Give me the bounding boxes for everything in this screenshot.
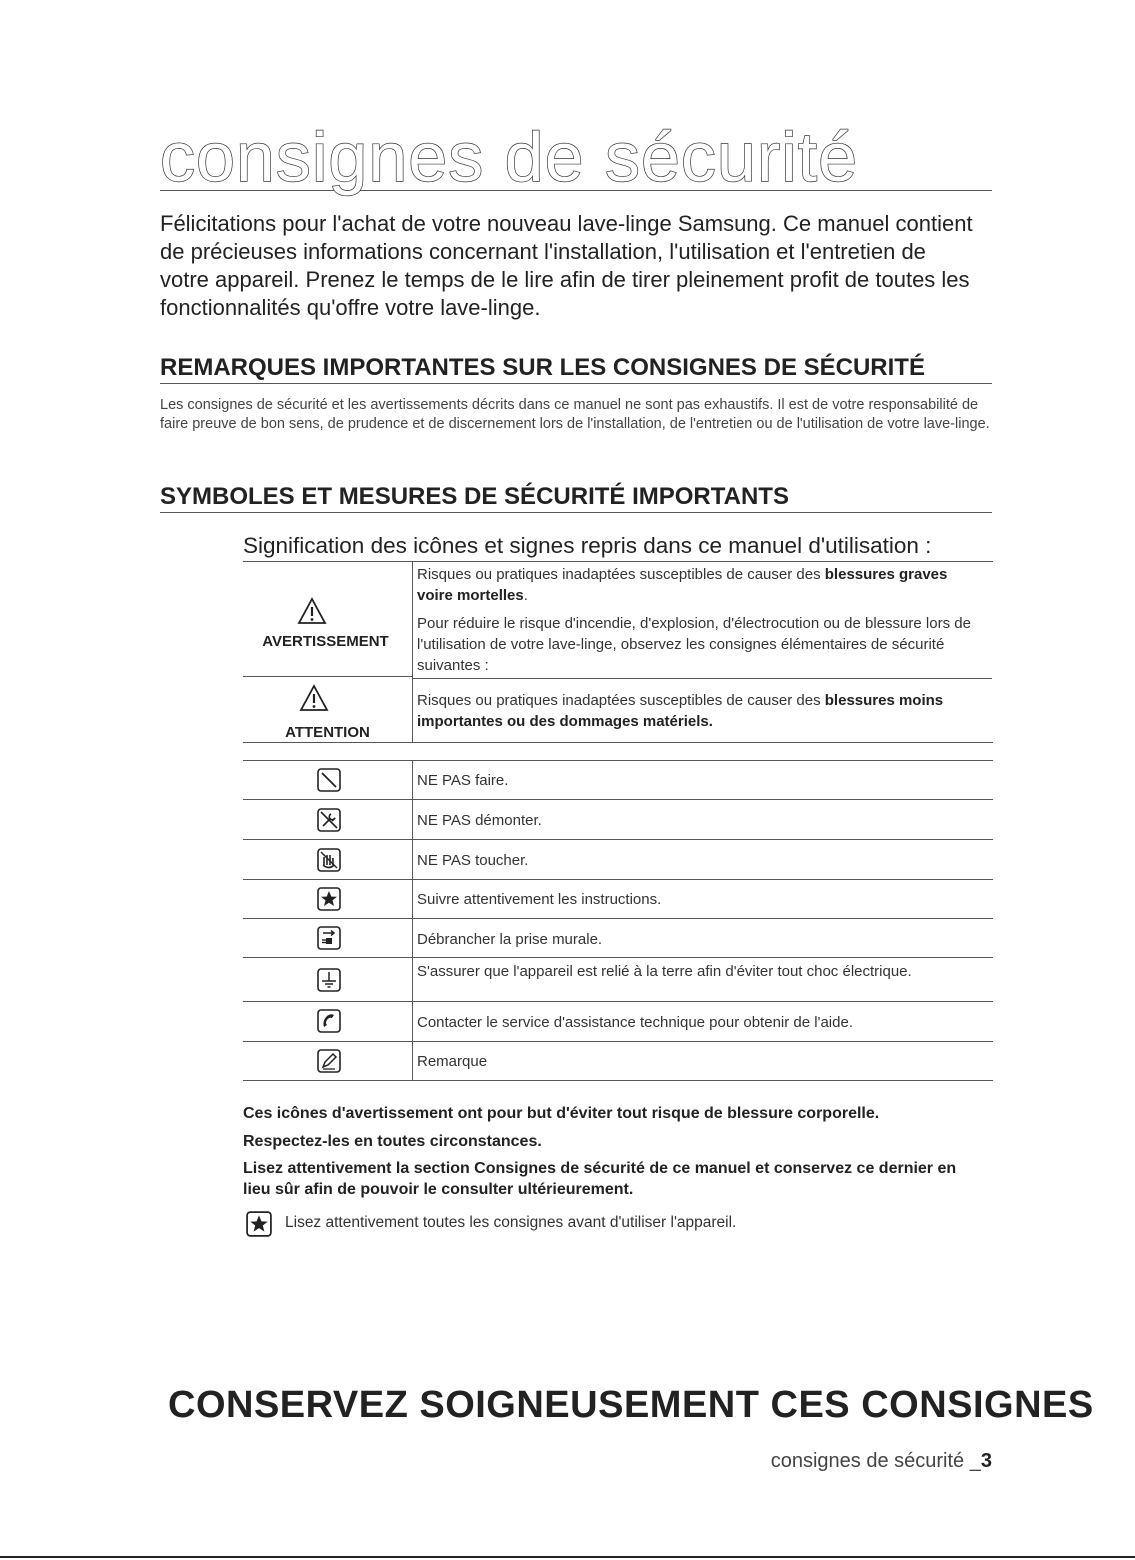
symbol-row-separator bbox=[243, 879, 993, 880]
warning-table-bottom bbox=[243, 742, 993, 743]
unplug-icon bbox=[317, 926, 341, 950]
remarques-heading: REMARQUES IMPORTANTES SUR LES CONSIGNES DE SÉCURITÉ bbox=[160, 354, 992, 384]
warning-row-separator bbox=[412, 678, 992, 679]
symbol-row-separator bbox=[243, 1041, 993, 1042]
attention-label: ATTENTION bbox=[285, 724, 370, 741]
remarques-text: Les consignes de sécurité et les avertissements décrits dans ce manuel ne sont pas exhaustifs. Il est de votre responsabilité de faire preuve de bon sens, de prudence et de discernement lors de l'installation, de l'entretien ou de l'utilisation de votre lave-linge. bbox=[160, 397, 990, 432]
avertissement-instructions: Pour réduire le risque d'incendie, d'explosion, d'électrocution ou de blessure lors de l'utilisation de votre lave-linge, observez les consignes élémentaires de sécurité suivantes : bbox=[417, 615, 971, 674]
caution-triangle-icon bbox=[299, 684, 329, 712]
symboles-heading: SYMBOLES ET MESURES DE SÉCURITÉ IMPORTANTS bbox=[160, 483, 992, 513]
attention-text-bold: blessures moins importantes ou des dommages matériels. bbox=[417, 692, 944, 730]
symbol-text-ground: S'assurer que l'appareil est relié à la terre afin d'éviter tout choc électrique. bbox=[417, 963, 912, 980]
avertissement-text-normal: Risques ou pratiques inadaptées susceptibles de causer des bbox=[417, 566, 825, 583]
intro-paragraph: Félicitations pour l'achat de votre nouveau lave-linge Samsung. Ce manuel contient de précieuses informations concernant l'installation, l'utilisation et l'entretien de votre appareil. Prenez le temps de le lire afin de tirer pleinement profit de toutes les fonctionnalités qu'offre votre lave-linge. bbox=[160, 211, 973, 320]
symbol-text-no-disassemble: NE PAS démonter. bbox=[417, 812, 542, 829]
attention-text-normal: Risques ou pratiques inadaptées susceptibles de causer des bbox=[417, 692, 825, 709]
symbols-table-top bbox=[243, 760, 993, 761]
no-touch-icon bbox=[317, 848, 341, 872]
warning-triangle-icon bbox=[297, 597, 327, 625]
bottom-border bbox=[0, 1556, 1135, 1558]
follow-instructions-icon bbox=[317, 887, 341, 911]
notice-read-section: Lisez attentivement la section Consignes de sécurité de ce manuel et conservez ce dernier en lieu sûr afin de pouvoir le consulter ultérieurement. bbox=[243, 1160, 957, 1198]
footer-section-label: consignes de sécurité _ bbox=[770, 1450, 981, 1472]
symbol-row-separator bbox=[243, 957, 993, 958]
page-title: consignes de sécurité bbox=[160, 122, 992, 191]
symbol-text-contact-service: Contacter le service d'assistance technique pour obtenir de l'aide. bbox=[417, 1014, 853, 1031]
symbol-text-note: Remarque bbox=[417, 1053, 488, 1070]
warning-row-separator-left bbox=[243, 676, 412, 677]
symboles-subheading: Signification des icônes et signes repris dans ce manuel d'utilisation : bbox=[243, 532, 993, 562]
avertissement-description bbox=[417, 564, 987, 606]
no-disassemble-icon bbox=[317, 808, 341, 832]
avertissement-label: AVERTISSEMENT bbox=[262, 633, 389, 650]
symbol-text-prohibited: NE PAS faire. bbox=[417, 772, 509, 789]
symbol-text-follow-instructions: Suivre attentivement les instructions. bbox=[417, 891, 662, 908]
page-footer bbox=[771, 1450, 992, 1473]
avertissement-text-bold: blessures graves voire mortelles bbox=[417, 566, 948, 604]
note-icon bbox=[317, 1049, 341, 1073]
tip-text: Lisez attentivement toutes les consignes avant d'utiliser l'appareil. bbox=[285, 1214, 737, 1231]
contact-service-icon bbox=[317, 1009, 341, 1033]
symbol-text-no-touch: NE PAS toucher. bbox=[417, 852, 529, 869]
symbols-table-bottom bbox=[243, 1080, 993, 1081]
avertissement-text-end: . bbox=[523, 587, 528, 604]
follow-instructions-icon bbox=[246, 1211, 272, 1237]
symbol-row-separator bbox=[243, 918, 993, 919]
symbol-text-unplug: Débrancher la prise murale. bbox=[417, 931, 603, 948]
attention-description bbox=[417, 690, 987, 732]
symbol-row-separator bbox=[243, 839, 993, 840]
symbols-table-divider bbox=[412, 760, 413, 1080]
symbol-row-separator bbox=[243, 1001, 993, 1002]
symbol-row-separator bbox=[243, 799, 993, 800]
notice-respect: Respectez-les en toutes circonstances. bbox=[243, 1133, 542, 1150]
keep-instructions-banner: CONSERVEZ SOIGNEUSEMENT CES CONSIGNES bbox=[168, 1384, 1094, 1426]
ground-icon bbox=[317, 968, 341, 992]
page-number: 3 bbox=[980, 1450, 992, 1472]
prohibited-icon bbox=[317, 768, 341, 792]
notice-purpose: Ces icônes d'avertissement ont pour but d'éviter tout risque de blessure corporelle. bbox=[243, 1105, 880, 1122]
warning-table-divider bbox=[412, 562, 413, 742]
